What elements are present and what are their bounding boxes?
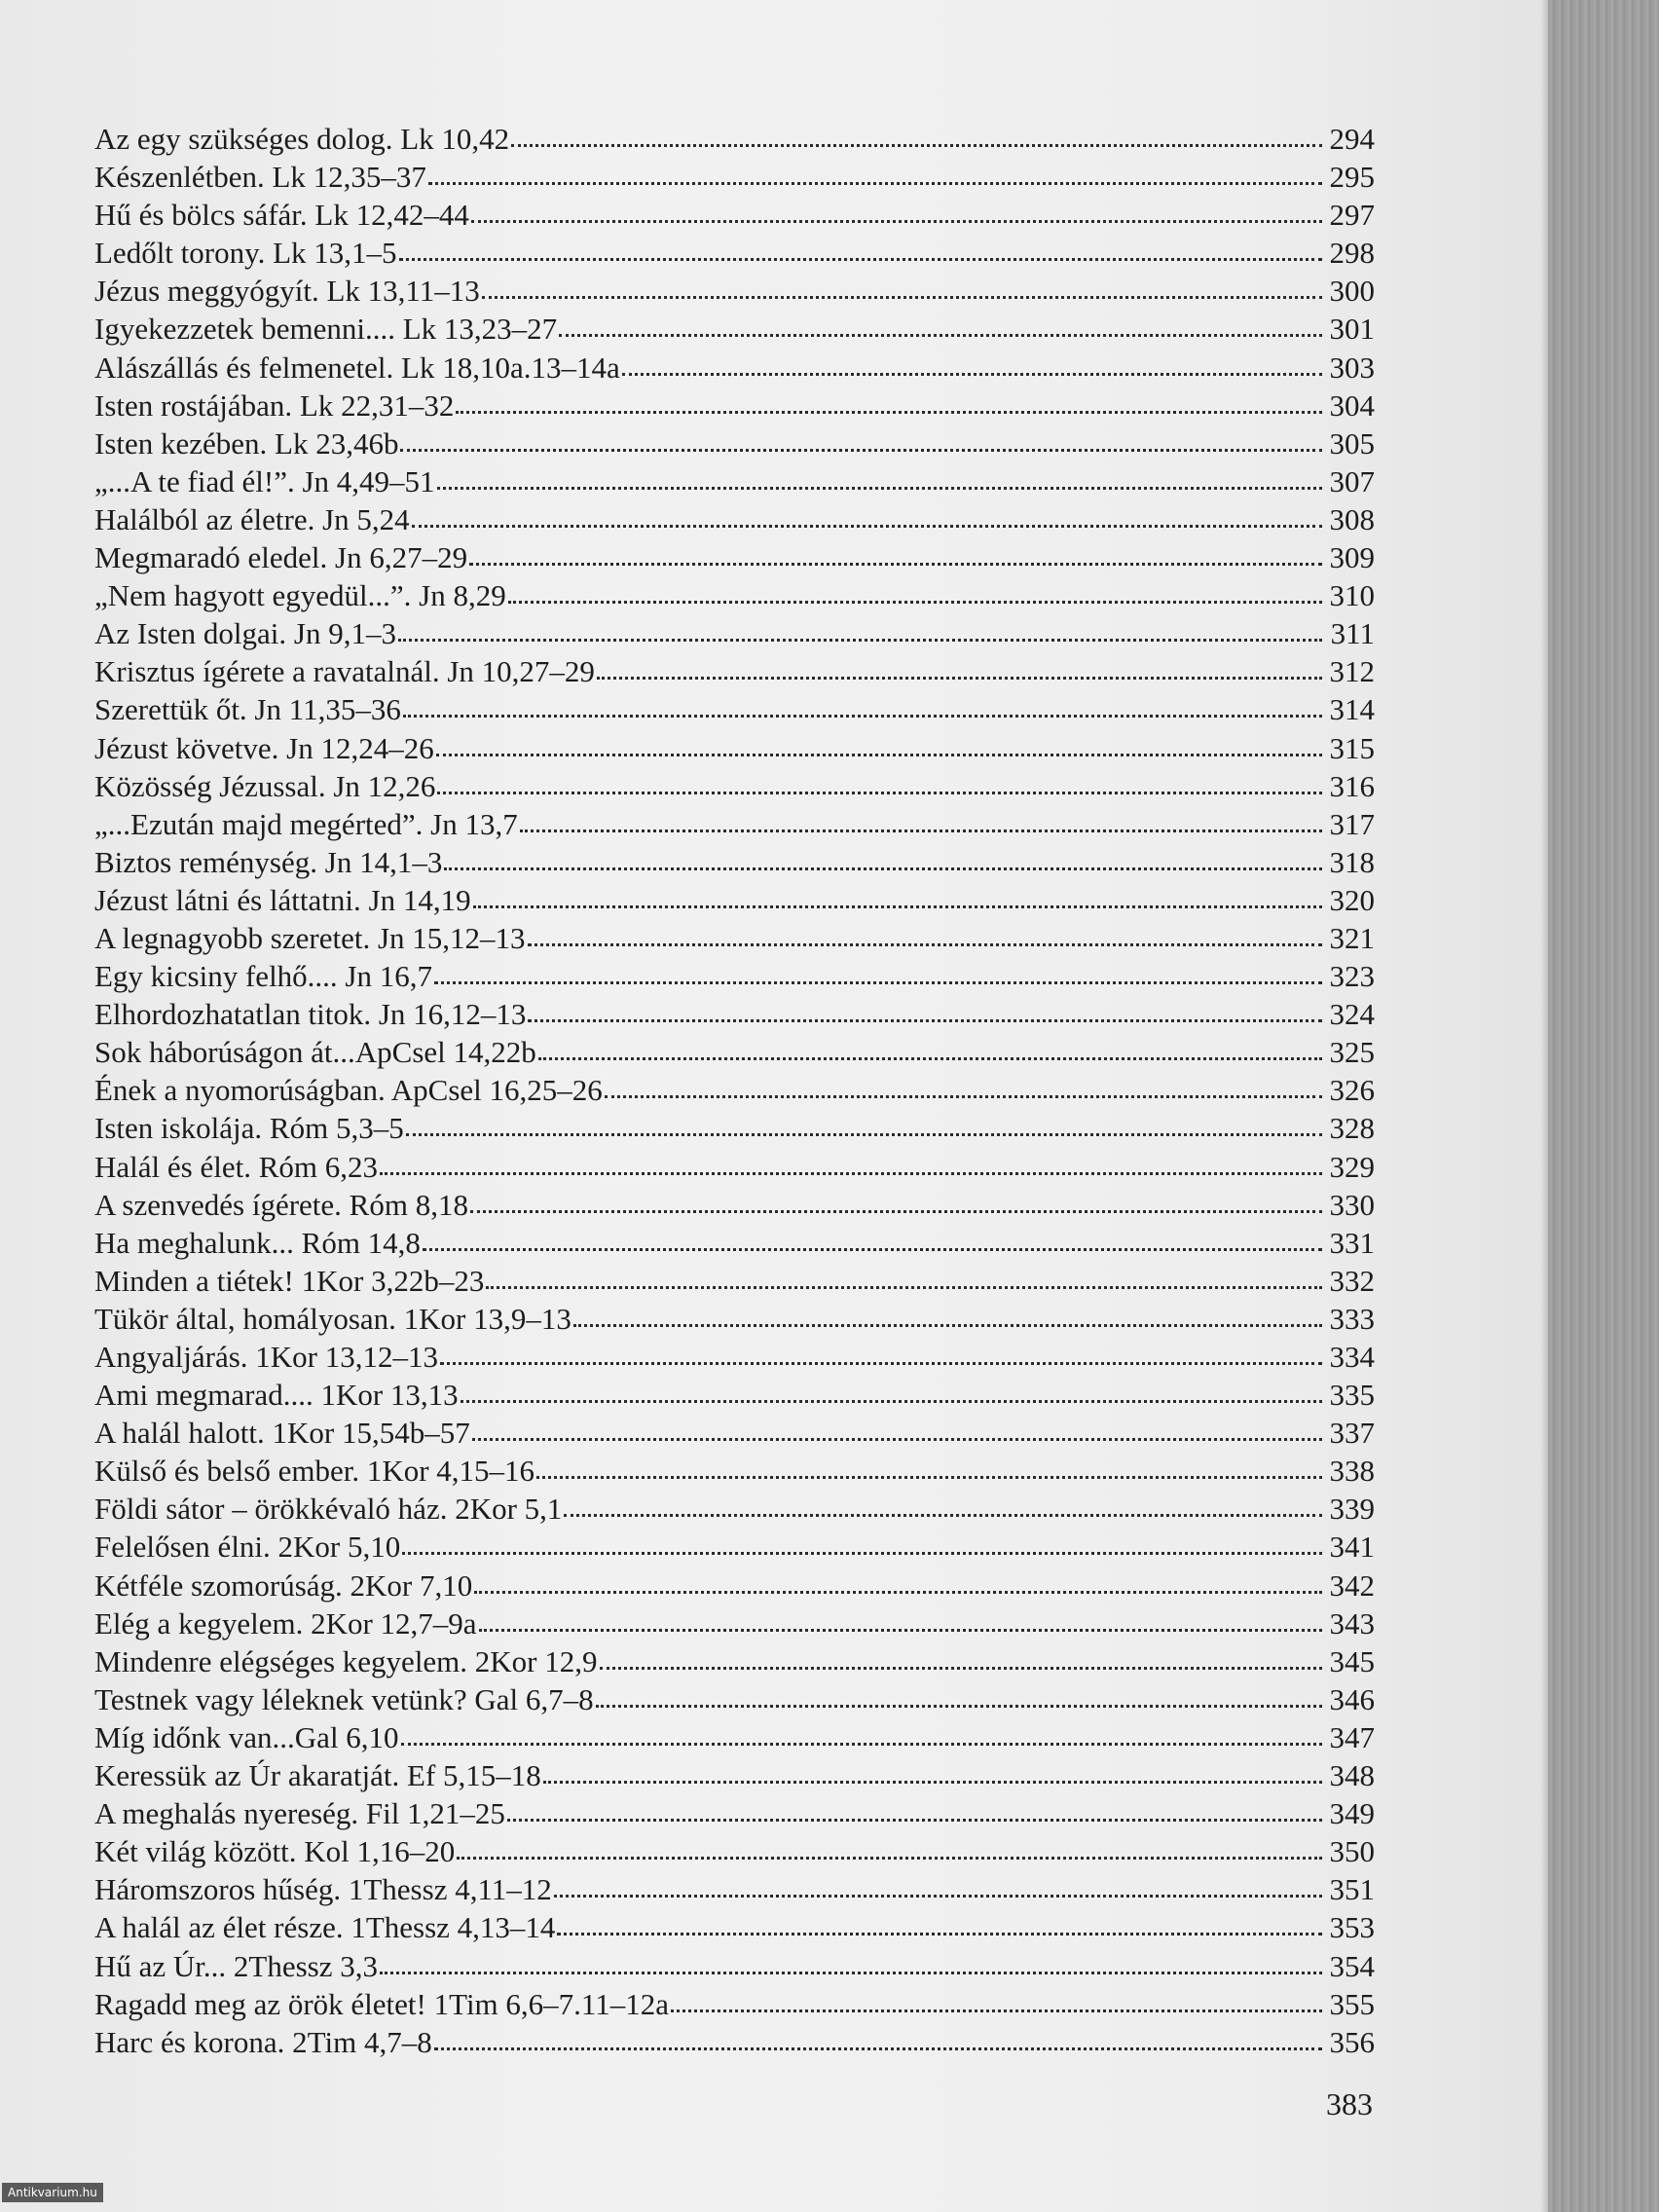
toc-entry-title: Elég a kegyelem. 2Kor 12,7–9a: [94, 1605, 477, 1641]
toc-entry-page: 298: [1329, 236, 1375, 271]
dot-leader: [428, 180, 1322, 185]
toc-entry-page: 333: [1329, 1301, 1375, 1336]
toc-entry-page: 321: [1329, 920, 1375, 955]
book-gutter: [1548, 0, 1659, 2212]
toc-entry-page: 331: [1329, 1225, 1375, 1260]
toc-entry: [94, 1567, 1375, 1604]
toc-entry-title: Megmaradó eledel. Jn 6,27–29: [94, 540, 468, 575]
toc-entry-page: 326: [1329, 1073, 1375, 1108]
dot-leader: [511, 142, 1322, 147]
toc-entry: [94, 1718, 1375, 1756]
toc-entry: [94, 1985, 1375, 2023]
toc-entry-page: 338: [1329, 1454, 1375, 1489]
dot-leader: [528, 941, 1322, 946]
dot-leader: [444, 866, 1322, 870]
toc-entry-page: 346: [1329, 1681, 1375, 1716]
toc-entry: [94, 881, 1375, 919]
toc-entry-page: 295: [1329, 160, 1375, 195]
toc-entry-page: 335: [1329, 1378, 1375, 1413]
toc-entry-title: Keressük az Úr akaratját. Ef 5,15–18: [94, 1758, 541, 1793]
toc-entry-title: Jézust követve. Jn 12,24–26: [94, 730, 434, 765]
toc-entry: [94, 158, 1375, 196]
toc-entry-page: 348: [1329, 1758, 1375, 1793]
toc-entry: [94, 576, 1375, 614]
dot-leader: [538, 1055, 1322, 1060]
dot-leader: [486, 1284, 1322, 1289]
toc-entry-page: 342: [1329, 1567, 1375, 1603]
toc-entry: [94, 1262, 1375, 1300]
toc-entry-title: A halál az élet része. 1Thessz 4,13–14: [94, 1910, 556, 1945]
toc-entry-page: 316: [1329, 768, 1375, 803]
toc-entry-title: Halál és élet. Róm 6,23: [94, 1149, 378, 1184]
toc-entry-page: 300: [1329, 274, 1375, 309]
dot-leader: [471, 218, 1322, 223]
toc-entry-title: Krisztus ígérete a ravatalnál. Jn 10,27–29: [94, 654, 595, 689]
toc-entry-title: Jézus meggyógyít. Lk 13,11–13: [94, 274, 480, 309]
toc-entry-page: 311: [1330, 616, 1375, 651]
toc-entry-title: Az Isten dolgai. Jn 9,1–3: [94, 616, 396, 651]
dot-leader: [596, 1703, 1322, 1708]
toc-entry: [94, 272, 1375, 310]
toc-entry: [94, 1528, 1375, 1566]
toc-entry: [94, 1756, 1375, 1794]
dot-leader: [436, 752, 1322, 756]
toc-entry-title: Hű és bölcs sáfár. Lk 12,42–44: [94, 198, 469, 233]
toc-entry: [94, 1071, 1375, 1109]
toc-entry-title: Elhordozhatatlan titok. Jn 16,12–13: [94, 997, 527, 1032]
dot-leader: [434, 979, 1322, 984]
dot-leader: [457, 1855, 1322, 1860]
toc-entry: [94, 805, 1375, 843]
dot-leader: [469, 561, 1322, 566]
toc-entry-page: 341: [1329, 1530, 1375, 1565]
toc-entry-page: 354: [1329, 1948, 1375, 1983]
dot-leader: [543, 1779, 1322, 1784]
toc-entry-page: 310: [1329, 578, 1375, 613]
dot-leader: [554, 1893, 1322, 1898]
toc-entry: [94, 1452, 1375, 1490]
toc-entry: [94, 310, 1375, 348]
toc-entry-title: Földi sátor – örökkévaló ház. 2Kor 5,1: [94, 1492, 563, 1527]
toc-entry-title: Háromszoros hűség. 1Thessz 4,11–12: [94, 1872, 552, 1907]
toc-entry-title: Egy kicsiny felhő.... Jn 16,7: [94, 959, 432, 994]
dot-leader: [440, 1360, 1322, 1365]
toc-entry-title: Sok háborúságon át...ApCsel 14,22b: [94, 1035, 536, 1070]
dot-leader: [380, 1170, 1322, 1175]
toc-entry-title: Szerettük őt. Jn 11,35–36: [94, 692, 401, 727]
toc-entry: [94, 1908, 1375, 1946]
toc-entry-page: 304: [1329, 387, 1375, 423]
toc-entry: [94, 234, 1375, 272]
dot-leader: [380, 1970, 1322, 1974]
toc-entry-page: 308: [1329, 501, 1375, 536]
toc-entry-title: A legnagyobb szeretet. Jn 15,12–13: [94, 920, 526, 955]
toc-entry-title: Igyekezzetek bemenni.... Lk 13,23–27: [94, 312, 558, 347]
toc-entry: [94, 652, 1375, 690]
toc-entry: [94, 1148, 1375, 1186]
toc-entry: [94, 995, 1375, 1033]
toc-entry-page: 337: [1329, 1416, 1375, 1451]
toc-entry-page: 309: [1329, 540, 1375, 575]
toc-entry-page: 305: [1329, 425, 1375, 461]
dot-leader: [437, 485, 1322, 490]
dot-leader: [399, 256, 1322, 261]
toc-entry-title: „...Ezután majd megérted”. Jn 13,7: [94, 806, 518, 841]
toc-entry-title: Kétféle szomorúság. 2Kor 7,10: [94, 1567, 473, 1603]
dot-leader: [398, 637, 1322, 642]
toc-entry: [94, 1947, 1375, 1985]
dot-leader: [400, 447, 1322, 452]
toc-entry: [94, 1300, 1375, 1338]
toc-entry-page: 323: [1329, 959, 1375, 994]
dot-leader: [474, 1589, 1322, 1594]
dot-leader: [573, 1322, 1322, 1327]
toc-entry-title: Testnek vagy léleknek vetünk? Gal 6,7–8: [94, 1681, 594, 1716]
toc-entry-title: Isten kezében. Lk 23,46b: [94, 425, 399, 461]
dot-leader: [507, 1817, 1322, 1822]
toc-entry-page: 351: [1329, 1872, 1375, 1907]
toc-entry-page: 334: [1329, 1340, 1375, 1374]
toc-entry: [94, 919, 1375, 957]
dot-leader: [559, 332, 1322, 337]
page-number: 383: [1326, 2086, 1373, 2121]
table-of-contents: [94, 120, 1375, 2061]
toc-entry: [94, 767, 1375, 805]
toc-entry-title: Ledőlt torony. Lk 13,1–5: [94, 236, 397, 271]
toc-entry: [94, 1224, 1375, 1262]
toc-entry-title: „...A te fiad él!”. Jn 4,49–51: [94, 463, 435, 498]
toc-entry-title: Halálból az életre. Jn 5,24: [94, 501, 410, 536]
toc-entry-title: Két világ között. Kol 1,16–20: [94, 1834, 456, 1869]
toc-entry-title: Jézust látni és láttatni. Jn 14,19: [94, 882, 471, 917]
toc-entry: [94, 729, 1375, 767]
toc-entry: [94, 538, 1375, 576]
toc-entry-page: 324: [1329, 997, 1375, 1032]
toc-entry-page: 312: [1329, 654, 1375, 689]
toc-entry-title: Az egy szükséges dolog. Lk 10,42: [94, 122, 510, 156]
dot-leader: [472, 1436, 1322, 1441]
dot-leader: [671, 2008, 1322, 2012]
toc-entry: [94, 424, 1375, 462]
toc-entry-page: 325: [1329, 1035, 1375, 1070]
toc-entry-page: 350: [1329, 1834, 1375, 1869]
toc-entry: [94, 2023, 1375, 2061]
toc-entry-title: Isten rostájában. Lk 22,31–32: [94, 387, 455, 423]
toc-entry-page: 330: [1329, 1187, 1375, 1222]
dot-leader: [597, 675, 1322, 680]
toc-entry: [94, 1490, 1375, 1528]
dot-leader: [456, 409, 1322, 414]
toc-entry: [94, 349, 1375, 387]
dot-leader: [520, 828, 1322, 832]
dot-leader: [406, 1131, 1322, 1136]
toc-entry: [94, 1109, 1375, 1147]
toc-entry-page: 294: [1329, 122, 1375, 156]
toc-entry-title: A halál halott. 1Kor 15,54b–57: [94, 1416, 470, 1451]
toc-entry-title: Angyaljárás. 1Kor 13,12–13: [94, 1340, 438, 1374]
toc-entry-page: 301: [1329, 312, 1375, 347]
toc-entry: [94, 1414, 1375, 1452]
toc-entry-title: Minden a tiétek! 1Kor 3,22b–23: [94, 1263, 485, 1298]
toc-entry: [94, 843, 1375, 881]
toc-entry: [94, 387, 1375, 424]
dot-leader: [508, 599, 1322, 604]
dot-leader: [622, 371, 1322, 376]
toc-entry-title: Alászállás és felmenetel. Lk 18,10a.13–14a: [94, 350, 620, 385]
toc-entry-page: 345: [1329, 1643, 1375, 1678]
toc-entry-title: Ének a nyomorúságban. ApCsel 16,25–26: [94, 1073, 603, 1108]
toc-entry-page: 353: [1329, 1910, 1375, 1945]
toc-entry-page: 307: [1329, 463, 1375, 498]
dot-leader: [600, 1665, 1322, 1670]
toc-entry: [94, 1604, 1375, 1642]
dot-leader: [437, 790, 1322, 794]
toc-entry-title: „Nem hagyott egyedül...”. Jn 8,29: [94, 578, 506, 613]
toc-entry-title: Felelősen élni. 2Kor 5,10: [94, 1530, 401, 1565]
dot-leader: [557, 1931, 1322, 1936]
dot-leader: [401, 1741, 1322, 1746]
toc-entry: [94, 1680, 1375, 1718]
dot-leader: [403, 713, 1322, 718]
toc-entry: [94, 120, 1375, 158]
dot-leader: [434, 2046, 1322, 2050]
toc-entry: [94, 462, 1375, 500]
dot-leader: [482, 294, 1322, 299]
toc-entry-title: Míg időnk van...Gal 6,10: [94, 1719, 399, 1754]
toc-entry: [94, 196, 1375, 234]
toc-entry-title: Harc és korona. 2Tim 4,7–8: [94, 2024, 432, 2059]
toc-entry-page: 317: [1329, 806, 1375, 841]
toc-entry: [94, 1376, 1375, 1414]
toc-entry-title: A szenvedés ígérete. Róm 8,18: [94, 1187, 468, 1222]
dot-leader: [473, 903, 1322, 908]
toc-entry-title: Ragadd meg az örök életet! 1Tim 6,6–7.11–12a: [94, 1986, 670, 2021]
dot-leader: [423, 1246, 1322, 1251]
dot-leader: [605, 1093, 1322, 1098]
toc-entry-title: Hű az Úr... 2Thessz 3,3: [94, 1948, 378, 1983]
toc-entry-page: 314: [1329, 692, 1375, 727]
toc-entry: [94, 1338, 1375, 1376]
toc-entry-title: Ami megmarad.... 1Kor 13,13: [94, 1378, 459, 1413]
toc-entry: [94, 614, 1375, 652]
toc-entry-page: 347: [1329, 1719, 1375, 1754]
dot-leader: [470, 1208, 1322, 1213]
toc-entry-title: A meghalás nyereség. Fil 1,21–25: [94, 1796, 505, 1831]
toc-entry-title: Isten iskolája. Róm 5,3–5: [94, 1111, 404, 1146]
toc-entry: [94, 1870, 1375, 1908]
dot-leader: [536, 1474, 1322, 1479]
toc-entry: [94, 1794, 1375, 1832]
toc-entry-title: Tükör által, homályosan. 1Kor 13,9–13: [94, 1301, 571, 1336]
toc-entry-page: 332: [1329, 1263, 1375, 1298]
toc-entry-title: Közösség Jézussal. Jn 12,26: [94, 768, 436, 803]
toc-entry: [94, 1832, 1375, 1870]
toc-entry-title: Külső és belső ember. 1Kor 4,15–16: [94, 1454, 535, 1489]
toc-entry-page: 318: [1329, 844, 1375, 879]
toc-entry-page: 328: [1329, 1111, 1375, 1146]
toc-entry: [94, 690, 1375, 728]
dot-leader: [412, 523, 1322, 528]
toc-entry-page: 303: [1329, 350, 1375, 385]
watermark: Antikvarium.hu: [2, 2183, 103, 2202]
toc-entry: [94, 1186, 1375, 1224]
toc-entry-page: 315: [1329, 730, 1375, 765]
toc-entry-page: 339: [1329, 1492, 1375, 1527]
toc-entry-page: 355: [1329, 1986, 1375, 2021]
toc-entry-title: Mindenre elégséges kegyelem. 2Kor 12,9: [94, 1643, 598, 1678]
toc-entry-page: 329: [1329, 1149, 1375, 1184]
toc-entry-page: 297: [1329, 198, 1375, 233]
toc-entry-page: 356: [1329, 2024, 1375, 2059]
toc-entry: [94, 500, 1375, 538]
toc-entry-page: 343: [1329, 1605, 1375, 1641]
toc-entry-page: 320: [1329, 882, 1375, 917]
dot-leader: [564, 1512, 1322, 1517]
dot-leader: [528, 1017, 1322, 1022]
toc-entry-title: Készenlétben. Lk 12,35–37: [94, 160, 426, 195]
toc-entry-title: Ha meghalunk... Róm 14,8: [94, 1225, 421, 1260]
toc-entry-page: 349: [1329, 1796, 1375, 1831]
dot-leader: [402, 1550, 1322, 1555]
toc-entry-title: Biztos reménység. Jn 14,1–3: [94, 844, 443, 879]
dot-leader: [479, 1627, 1322, 1632]
toc-entry: [94, 1642, 1375, 1680]
dot-leader: [461, 1398, 1322, 1403]
toc-entry: [94, 957, 1375, 995]
toc-entry: [94, 1033, 1375, 1071]
